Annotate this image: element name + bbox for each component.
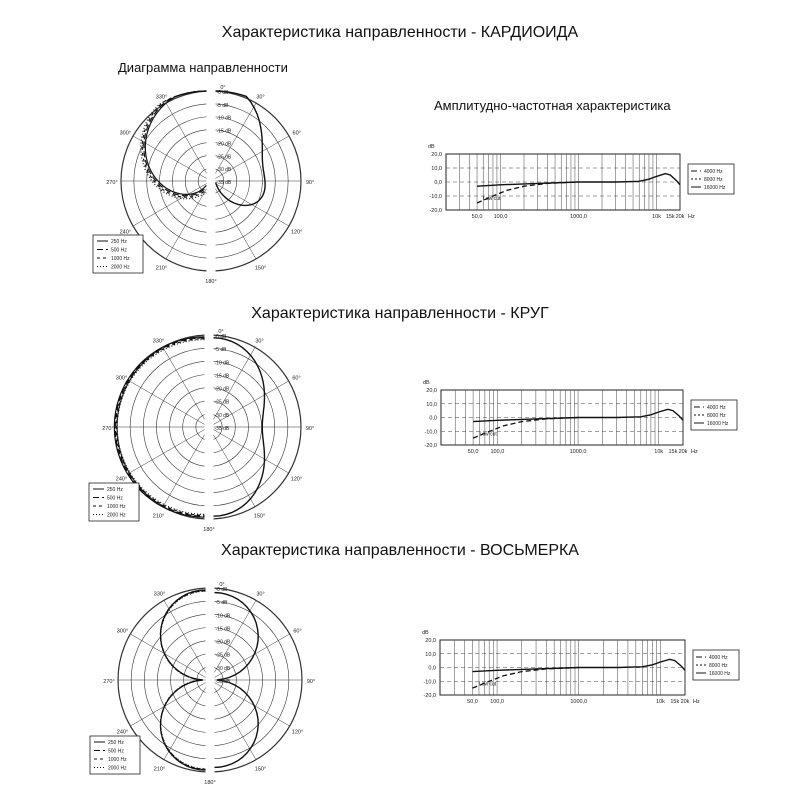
freq-x-tick: 50,0 [471,214,483,220]
polar-angle-label: 30° [256,591,265,598]
freq-y-tick: 0,0 [434,180,442,186]
polar-angle-label: 210° [155,265,168,272]
polar-angle-label: 120° [291,229,303,236]
polar-angle-label: 300° [116,628,129,635]
freq-y-tick: -10,0 [423,679,436,686]
polar-center-gap [205,333,214,521]
polar-center-gap [206,586,215,774]
polar-pattern-caption: Диаграмма направленности [118,60,288,75]
polar-angle-label: 240° [115,476,128,483]
polar-db-label: -35 dB [214,426,230,432]
polar-plot [90,582,315,786]
polar-angle-label: 120° [290,476,303,483]
polar-db-label: -35 dB [216,180,232,186]
polar-angle-label: 180° [205,279,217,285]
polar-grid-spoke [130,634,210,680]
polar-angle-label: 330° [152,338,165,345]
polar-grid-spoke [133,136,211,181]
polar-legend-item: 500 Hz [107,495,123,502]
polar-plot [93,85,314,285]
freq-y-tick: 10,0 [425,651,436,658]
polar-grid-spoke [211,181,256,259]
freq-x-tick: 20k [678,449,688,455]
low-cut-label: Low cut [479,431,497,438]
freq-y-tick: 20,0 [426,388,437,394]
freq-x-unit: Hz [693,699,700,705]
polar-legend-item: 1000 Hz [107,504,126,510]
freq-x-tick: 100,0 [490,449,505,455]
freq-x-unit: Hz [691,449,698,455]
polar-legend-item: 250 Hz [107,487,123,493]
freq-x-tick: 15k [670,699,680,705]
polar-db-label: -15 dB [215,626,231,633]
freq-legend-item: 8000 Hz [707,413,726,419]
polar-angle-label: 270° [102,426,114,432]
freq-y-tick: 0,0 [429,415,437,422]
freq-y-tick: 10,0 [426,401,437,408]
polar-angle-label: 300° [119,130,131,137]
polar-db-label: -10 dB [216,115,232,122]
polar-angle-label: 180° [203,527,215,533]
freq-x-unit: Hz [688,214,695,220]
polar-db-label: -5 dB [215,600,228,607]
polar-angle-label: 30° [255,338,264,345]
freq-x-tick: 50,0 [467,449,479,455]
freq-y-tick: 0,0 [428,665,436,672]
polar-legend-item: 1000 Hz [111,256,130,262]
section-title-figure8: Характеристика направленности - ВОСЬМЕРКА [221,542,579,559]
freq-x-tick: 100,0 [493,214,508,220]
polar-angle-label: 330° [155,94,168,101]
polar-angle-label: 270° [103,679,115,685]
polar-db-label: -25 dB [215,652,231,659]
polar-db-label: -10 dB [214,360,230,367]
freq-y-tick: 20,0 [425,638,436,644]
polar-plot [89,329,314,533]
polar-grid-spoke [163,347,209,427]
polar-grid-spoke [133,181,211,226]
polar-db-label: -0 dB [215,587,228,593]
polar-grid-spoke [164,600,210,680]
freq-legend-item: 16000 Hz [704,185,726,191]
freq-y-unit: dB [428,144,435,150]
freq-x-tick: 1000,0 [570,214,587,220]
freq-x-tick: 1000,0 [570,699,588,705]
polar-legend-item: 250 Hz [111,239,127,245]
polar-curve-2000 [141,91,207,199]
polar-angle-label: 240° [116,729,129,736]
polar-legend-item: 2000 Hz [111,264,130,271]
polar-db-label: -15 dB [214,373,230,380]
freq-x-tick: 10k [655,699,665,705]
polar-grid-spoke [210,680,290,726]
freq-x-tick: 50,0 [467,699,478,705]
freq-y-tick: -20,0 [424,443,437,449]
polar-db-label: -35 dB [215,679,231,685]
freq-legend-item: 8000 Hz [709,663,728,669]
frequency-response-chart [428,144,734,220]
polar-db-label: -20 dB [215,639,231,646]
polar-angle-label: 90° [306,679,316,685]
polar-db-label: -20 dB [214,386,230,393]
polar-curve-500 [144,91,207,196]
polar-legend-item: 500 Hz [111,247,127,254]
polar-curve-1000 [142,91,206,197]
freq-y-unit: dB [423,380,430,386]
polar-angle-label: 210° [152,513,165,520]
polar-db-label: -5 dB [216,102,229,109]
low-cut-label: Low cut [478,681,497,688]
polar-center-gap [207,89,216,273]
polar-db-label: -0 dB [216,90,229,96]
polar-db-label: -25 dB [216,154,232,161]
freq-y-tick: -10,0 [429,194,442,200]
polar-angle-label: 0° [218,329,224,335]
polar-legend-item: 500 Hz [108,748,124,755]
low-cut-label: Low cut [483,196,501,203]
freq-y-tick: 10,0 [431,166,442,172]
freq-legend-item: 16000 Hz [707,421,729,427]
polar-db-label: -10 dB [215,613,231,620]
freq-x-tick: 1000,0 [569,449,587,455]
freq-x-tick: 10k [652,214,661,220]
polar-angle-label: 150° [254,265,267,272]
polar-grid-spoke [211,181,289,226]
polar-angle-label: 330° [153,591,166,598]
polar-angle-label: 210° [153,766,166,773]
polar-angle-label: 150° [253,513,266,520]
polar-angle-label: 0° [219,582,225,588]
polar-legend-item: 1000 Hz [108,757,127,763]
polar-legend-item: 250 Hz [108,740,124,746]
polar-angle-label: 0° [220,85,226,91]
polar-db-label: -25 dB [214,399,230,406]
polar-angle-label: 150° [254,766,267,773]
polar-db-label: -15 dB [216,128,232,135]
freq-y-unit: dB [422,630,429,636]
polar-grid-spoke [130,680,210,726]
polar-grid-spoke [166,181,211,259]
polar-grid-spoke [129,427,209,473]
polar-grid-spoke [129,381,209,427]
freq-legend-item: 8000 Hz [704,177,723,183]
freq-legend-item: 4000 Hz [704,169,723,175]
frequency-response-chart [423,380,737,455]
polar-db-label: -30 dB [215,665,231,672]
freq-y-tick: -10,0 [424,429,437,436]
polar-angle-label: 90° [305,426,315,432]
polar-angle-label: 240° [119,229,131,236]
section-title-omni: Характеристика направленности - КРУГ [251,305,549,322]
polar-angle-label: 270° [106,180,118,186]
polar-angle-label: 60° [292,375,301,382]
polar-angle-label: 120° [291,729,304,736]
polar-db-label: -30 dB [214,412,230,419]
polar-db-label: -5 dB [214,347,227,354]
freq-y-tick: -20,0 [429,208,442,214]
freq-y-tick: 20,0 [431,152,442,158]
polar-db-label: -0 dB [214,334,227,340]
freq-x-tick: 20k [675,214,685,220]
polar-angle-label: 60° [292,130,301,137]
polar-grid-spoke [210,680,256,760]
polar-angle-label: 30° [256,94,265,101]
polar-grid-spoke [209,427,255,507]
section-title-cardioid: Характеристика направленности - КАРДИОИДА [221,24,579,41]
freq-legend-item: 16000 Hz [709,671,731,677]
polar-angle-label: 90° [305,180,315,186]
polar-grid-spoke [163,427,209,507]
polar-grid-spoke [164,680,210,760]
frequency-response-chart [422,630,739,705]
freq-x-tick: 100,0 [490,699,504,705]
freq-y-tick: -20,0 [423,693,436,699]
polar-legend-item: 2000 Hz [108,765,127,772]
freq-x-tick: 15k [665,214,675,220]
polar-grid-spoke [209,427,289,473]
polar-angle-label: 300° [115,375,128,382]
polar-db-label: -20 dB [216,141,232,148]
polar-db-label: -30 dB [216,167,232,174]
polar-angle-label: 60° [293,628,302,635]
polar-grid-spoke [166,103,211,181]
freq-x-tick: 15k [668,449,678,455]
frequency-response-caption: Амплитудно-частотная характеристика [434,98,671,113]
freq-legend-item: 4000 Hz [709,655,728,661]
polar-legend-item: 2000 Hz [107,512,126,519]
polar-angle-label: 180° [204,780,216,786]
freq-x-tick: 10k [654,449,664,455]
freq-x-tick: 20k [680,699,690,705]
freq-legend-item: 4000 Hz [707,405,726,411]
